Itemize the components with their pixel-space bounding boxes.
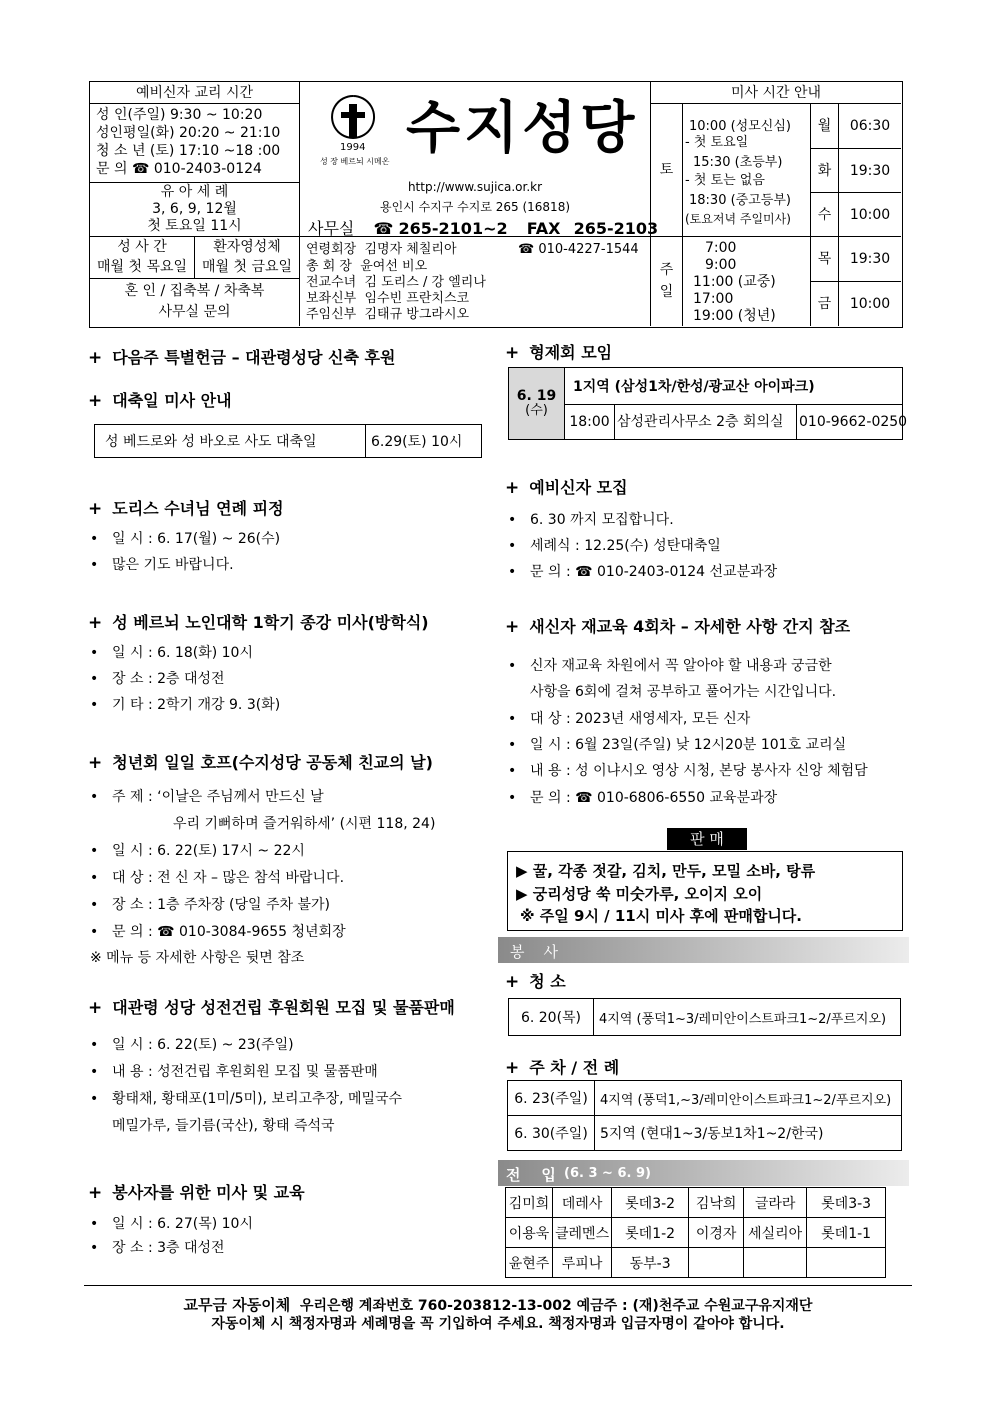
footer-note: 자동이체 시 책정자명과 세례명을 꼭 기입하여 주세요. 책정자명과 입금자명이 같아야 합니다. — [211, 1316, 785, 1332]
table-cell: 루피나 — [553, 1248, 612, 1278]
table-cell: 이경자 — [689, 1218, 744, 1248]
staff-list — [300, 236, 650, 326]
footer-line — [84, 1294, 912, 1315]
staff-row: 전교수녀 김 도리스 / 강 엘리나 — [306, 275, 486, 290]
staff-row: 보좌신부 임수빈 프란치스코 — [306, 291, 470, 306]
fax-number: 265-2103 — [573, 219, 659, 238]
list-item-continued: 메밀가루, 들기름(국산), 황태 즉석국 — [112, 1118, 335, 1134]
infant-baptism — [90, 182, 300, 236]
retreat-title: + 도리스 수녀님 연례 피정 — [88, 499, 284, 519]
weekday-time: 10:00 — [838, 192, 901, 236]
mass-saturday-label: 토 — [650, 104, 682, 236]
parish-title: 수지성당 — [406, 96, 639, 161]
list-item: • 일 시 : 6. 18(화) 10시 — [90, 645, 253, 661]
list-item: • 내 용 : 성전건립 후원회원 모집 및 물품판매 — [90, 1064, 378, 1080]
transfer-range: (6. 3 ~ 6. 9) — [564, 1166, 651, 1181]
list-item: • 내 용 : 성 이냐시오 영상 시청, 본당 봉사자 신앙 체험담 — [508, 763, 868, 779]
footer-account: 우리은행 계좌번호 760-203812-13-002 예금주 : (재)천주교 수원교구유지재단 — [299, 1298, 813, 1314]
staff-row: 총 회 장 윤여선 비오 — [306, 259, 428, 274]
list-item: • 대 상 : 2023년 새영세자, 모든 신자 — [508, 711, 751, 727]
mass-sunday-label: 주일 — [650, 236, 682, 326]
weekday-label: 금 — [810, 281, 838, 326]
parking-title: + 주 차 / 전 례 — [505, 1058, 620, 1078]
marriage-title: 혼 인 / 집축복 / 차축복 — [124, 283, 265, 299]
mass-title: 미사 시간 안내 — [650, 82, 901, 104]
table-cell: 클레멘스 — [553, 1218, 612, 1248]
mass-time: 19:00 (청년) — [693, 308, 776, 324]
list-item: • 장 소 : 1층 주차장 (당일 주차 불가) — [90, 897, 330, 913]
list-item: • 문 의 : ☎ 010-2403-0124 선교분과장 — [508, 564, 778, 580]
mass-time: 7:00 — [705, 240, 737, 256]
staff-row: 연령회장 김명자 체칠리아 — [306, 242, 457, 257]
table-row — [506, 1188, 886, 1218]
infant-baptism-title: 유 아 세 례 — [160, 184, 229, 200]
marriage-contact: 사무실 문의 — [158, 304, 231, 320]
table-cell: 김미희 — [506, 1188, 553, 1218]
brothers-title: + 형제회 모임 — [505, 343, 613, 363]
cleaning-title: + 청 소 — [505, 972, 566, 992]
sales-line: ▶ 궁리성당 쑥 미숫가루, 오이지 오이 — [516, 885, 763, 903]
cleaning-table — [508, 998, 901, 1036]
mass-time: - 첫 토는 없음 — [685, 173, 765, 188]
mass-saturday-times — [682, 104, 810, 236]
mass-time: 18:30 (중고등부) — [689, 193, 791, 208]
parking-table — [507, 1080, 902, 1151]
weekday-time: 19:30 — [838, 236, 901, 281]
cleaning-date: 6. 20(목) — [509, 999, 594, 1036]
table-cell: 롯데3-2 — [612, 1188, 689, 1218]
brothers-time: 18:00 — [565, 405, 615, 439]
feast-name: 성 베드로와 성 바오로 사도 대축일 — [95, 425, 366, 458]
office-contact — [308, 216, 659, 238]
youth-title: + 청년회 일일 호프(수지성당 공동체 친교의 날) — [88, 753, 433, 773]
sick-communion-time: 매월 첫 금요일 — [201, 259, 293, 275]
volunteer-title: + 봉사자를 위한 미사 및 교육 — [88, 1183, 305, 1203]
table-row — [508, 1116, 902, 1151]
senior-college-title: + 성 베르뇌 노인대학 1학기 종강 미사(방학식) — [88, 613, 429, 633]
table-cell: 데레사 — [553, 1188, 612, 1218]
brothers-area: 1지역 (삼성1차/한성/광교산 아이파크) — [573, 379, 815, 395]
weekday-time: 19:30 — [838, 148, 901, 192]
reeducation-title: + 새신자 재교육 4회차 – 자세한 사항 간지 참조 — [505, 617, 851, 637]
list-item: • 일 시 : 6. 22(토) ~ 23(주일) — [90, 1037, 294, 1053]
list-item: • 장 소 : 3층 대성전 — [90, 1240, 225, 1256]
footer-bold: 교무금 자동이체 — [183, 1296, 291, 1314]
sales-line: ※ 주일 9시 / 11시 미사 후에 판매합니다. — [520, 907, 802, 925]
list-item: • 황태채, 황태포(1미/5미), 보리고추장, 메밀국수 — [90, 1091, 403, 1107]
table-cell — [744, 1248, 807, 1278]
special-offering-title: + 다음주 특별헌금 – 대관령성당 신축 후원 — [88, 348, 396, 368]
mass-time: (토요저녁 주일미사) — [685, 212, 791, 226]
brothers-phone: 010-9662-0250 — [799, 414, 908, 430]
catechism-row: 청 소 년 (토) 17:10 ~18 :00 — [96, 143, 281, 159]
list-item: • 세례식 : 12.25(수) 성탄대축일 — [508, 538, 721, 554]
table-cell: 세실리아 — [744, 1218, 807, 1248]
table-cell: 이용욱 — [506, 1218, 553, 1248]
weekday-label: 목 — [810, 236, 838, 281]
transfer-title: 전 입 — [506, 1166, 556, 1184]
logo-year: 1994 — [340, 142, 366, 153]
list-item: • 문 의 : ☎ 010-6806-6550 교육분과장 — [508, 790, 778, 806]
daegwallyeong-title: + 대관령 성당 성전건립 후원회원 모집 및 물품판매 — [88, 998, 455, 1018]
list-item: • 대 상 : 전 신 자 – 많은 참석 바랍니다. — [90, 870, 345, 886]
mass-time: 11:00 (교중) — [693, 274, 776, 290]
list-item: • 문 의 : ☎ 010-3084-9655 청년회장 — [90, 924, 346, 940]
list-item: • 일 시 : 6월 23일(주일) 낮 12시20분 101호 교리실 — [508, 737, 847, 753]
fax-label: FAX — [526, 219, 561, 238]
catechism-row: 성 인(주일) 9:30 ~ 10:20 — [96, 107, 263, 123]
parish-address: 용인시 수지구 수지로 265 (16818) — [379, 200, 571, 214]
transfer-bar — [498, 1160, 909, 1186]
table-cell: 롯데1-1 — [807, 1218, 886, 1248]
list-item: • 일 시 : 6. 27(목) 10시 — [90, 1216, 253, 1232]
list-item: • 많은 기도 바랍니다. — [90, 557, 234, 573]
table-cell: 롯데3-3 — [807, 1188, 886, 1218]
list-item: • 신자 재교육 차원에서 꼭 알아야 할 내용과 궁금한 — [508, 658, 832, 674]
table-cell — [689, 1248, 744, 1278]
transfer-table — [505, 1187, 886, 1278]
confession — [90, 236, 195, 278]
list-item: • 일 시 : 6. 17(월) ~ 26(수) — [90, 531, 281, 547]
confession-title: 성 사 간 — [117, 239, 167, 255]
office-phone: 265-2101~2 — [398, 219, 508, 238]
list-item-continued: 사항을 6회에 걸쳐 공부하고 풀어가는 시간입니다. — [530, 684, 837, 700]
feast-title: + 대축일 미사 안내 — [88, 391, 232, 411]
mass-time: 17:00 — [693, 291, 734, 307]
office-label: 사무실 — [308, 219, 355, 238]
phone-icon: ☎ — [373, 219, 394, 238]
parking-area: 4지역 (풍덕1,~3/레미안이스트파크1~2/푸르지오) — [595, 1081, 902, 1116]
mass-time: 15:30 (초등부) — [693, 155, 783, 170]
mass-time: 10:00 (성모신심) — [689, 119, 791, 134]
table-row — [506, 1248, 886, 1278]
staff-phone: ☎ 010-4227-1544 — [518, 242, 639, 257]
feast-date: 6.29(토) 10시 — [366, 425, 482, 458]
list-item: • 주 제 : ‘이날은 주님께서 만드신 날 — [90, 789, 324, 805]
parking-date: 6. 30(주일) — [508, 1116, 595, 1151]
footer-divider — [84, 1285, 912, 1286]
church-logo-icon — [330, 94, 376, 144]
catechism-title: 예비신자 교리 시간 — [90, 82, 300, 104]
note: ※ 메뉴 등 자세한 사항은 뒷면 참조 — [90, 950, 305, 966]
confession-time: 매월 첫 목요일 — [96, 259, 188, 275]
infant-baptism-months: 3, 6, 9, 12월 — [152, 201, 237, 217]
sales-box — [507, 851, 903, 931]
weekday-time: 10:00 — [838, 281, 901, 326]
header-box — [89, 81, 903, 328]
mass-time: - 첫 토요일 — [685, 135, 749, 150]
sick-communion-title: 환자영성체 — [213, 239, 281, 255]
weekday-label: 월 — [810, 104, 838, 148]
table-row — [508, 1081, 902, 1116]
list-item: • 6. 30 까지 모집합니다. — [508, 512, 674, 528]
table-cell: 동부-3 — [612, 1248, 689, 1278]
brothers-date: 6. 19 (수) — [509, 368, 565, 439]
parking-area: 5지역 (현대1~3/동보1차1~2/한국) — [595, 1116, 902, 1151]
table-cell — [807, 1248, 886, 1278]
sales-title: 판 매 — [667, 828, 747, 850]
infant-baptism-time: 첫 토요일 11시 — [147, 218, 242, 234]
table-cell: 글라라 — [744, 1188, 807, 1218]
table-cell: 김낙희 — [689, 1188, 744, 1218]
table-cell: 윤현주 — [506, 1248, 553, 1278]
mass-time: 9:00 — [705, 257, 737, 273]
list-item: • 장 소 : 2층 대성전 — [90, 671, 225, 687]
staff-row: 주임신부 김태규 방그라시오 — [306, 307, 470, 322]
mass-sunday-times — [682, 236, 810, 326]
service-bar-label: 봉 사 — [510, 943, 559, 961]
feast-table — [94, 424, 482, 458]
parking-date: 6. 23(주일) — [508, 1081, 595, 1116]
weekday-time: 06:30 — [838, 104, 901, 148]
weekday-label: 화 — [810, 148, 838, 192]
parish-url[interactable]: http://www.sujica.or.kr — [407, 180, 543, 194]
sales-line: ▶ 꿀, 각종 젓갈, 김치, 만두, 모밀 소바, 탕류 — [516, 862, 816, 880]
table-cell: 롯데1-2 — [612, 1218, 689, 1248]
catechism-row: 성인평일(화) 20:20 ~ 21:10 — [96, 125, 281, 141]
marriage — [90, 278, 300, 326]
cleaning-area: 4지역 (풍덕1~3/레미안이스트파크1~2/푸르지오) — [594, 999, 901, 1036]
service-bar — [498, 937, 909, 963]
list-item-continued: 우리 기뻐하며 즐거워하세’ (시편 118, 24) — [173, 816, 436, 832]
brothers-place: 삼성관리사무소 2층 회의실 — [617, 405, 797, 439]
logo-caption: 성 장 베르뇌 시메온 — [320, 157, 390, 166]
brothers-table — [508, 367, 908, 440]
catechumen-title: + 예비신자 모집 — [505, 478, 628, 498]
list-item: • 일 시 : 6. 22(토) 17시 ~ 22시 — [90, 843, 305, 859]
weekday-label: 수 — [810, 192, 838, 236]
catechism-row: 문 의 ☎ 010-2403-0124 — [96, 161, 262, 177]
catechism-times — [90, 104, 300, 182]
table-row — [506, 1218, 886, 1248]
list-item: • 기 타 : 2학기 개강 9. 3(화) — [90, 697, 281, 713]
sick-communion — [195, 236, 300, 278]
